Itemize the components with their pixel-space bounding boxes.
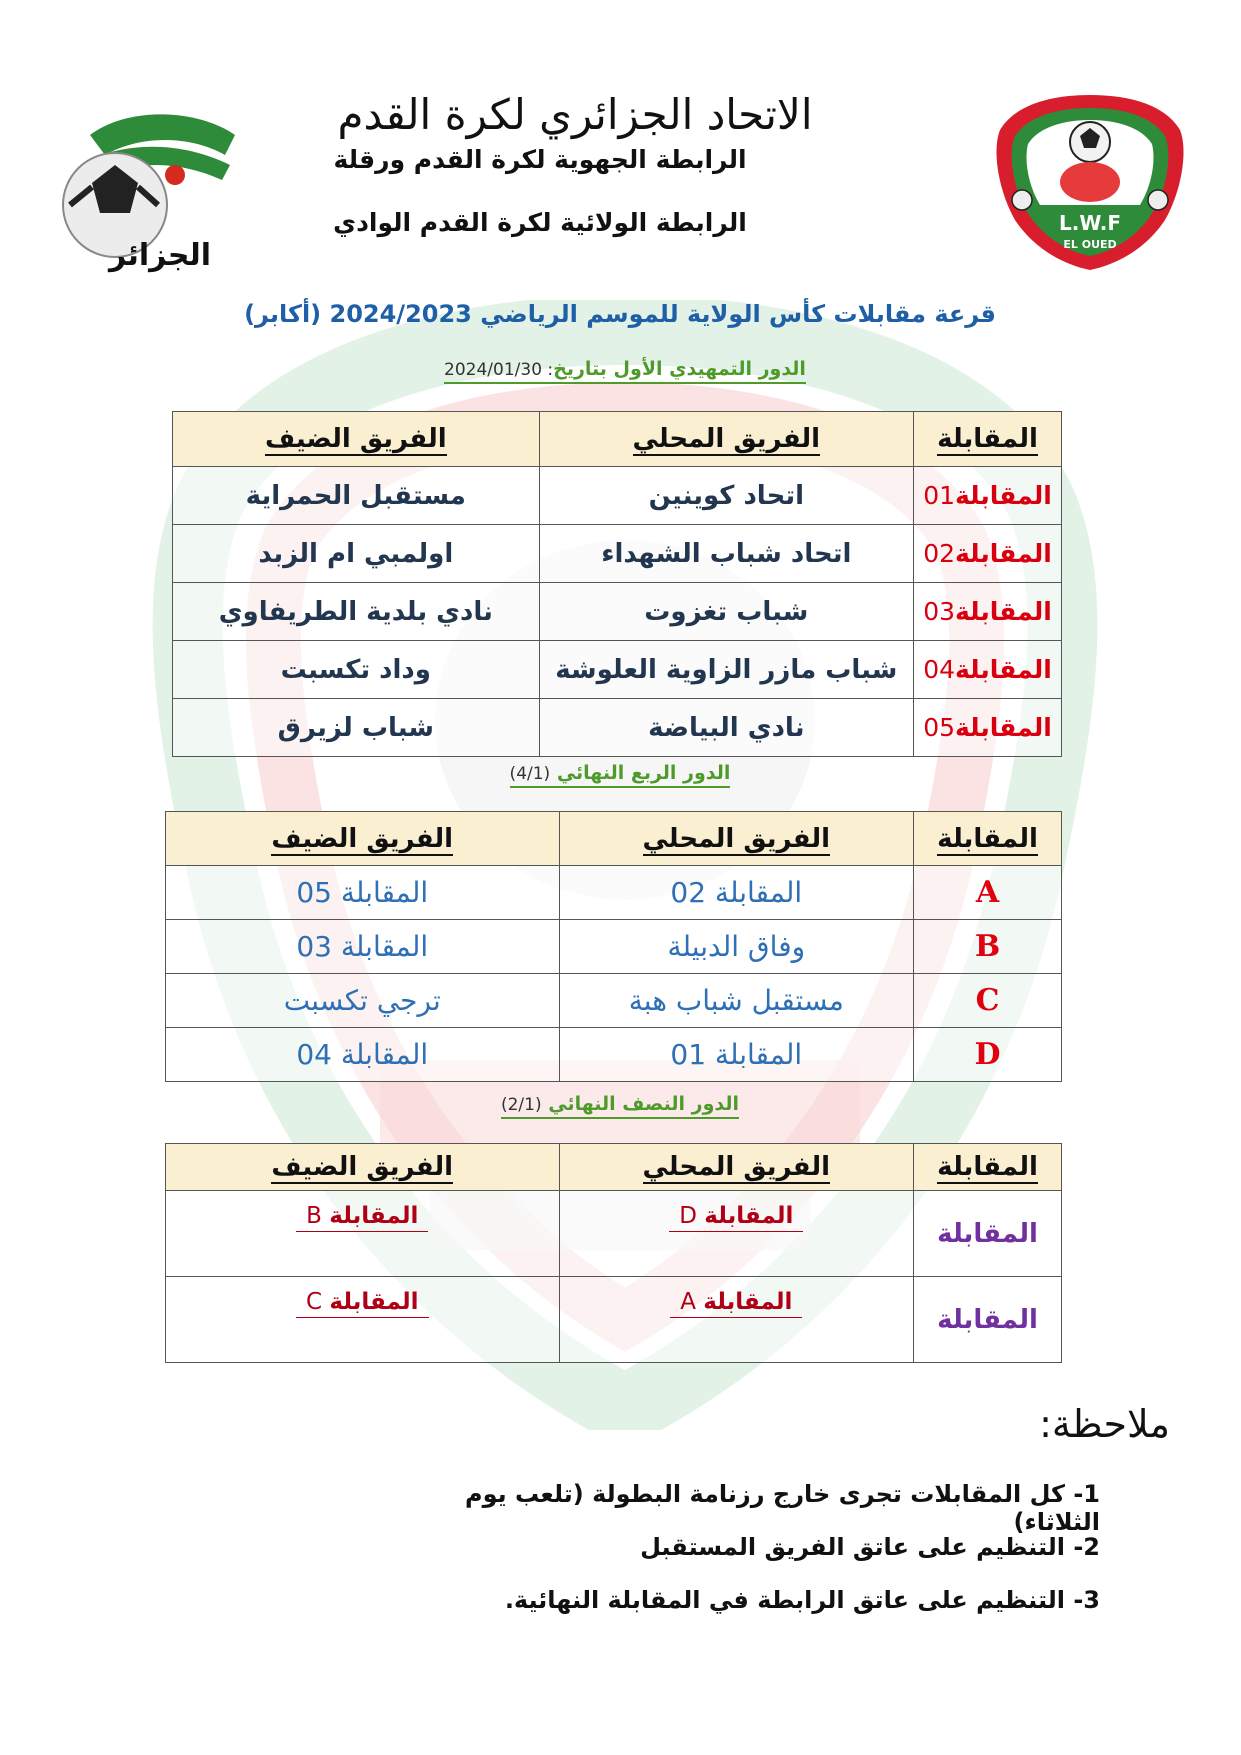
header-match: المقابلة (914, 1144, 1062, 1191)
match-label: المقابلة02 (914, 525, 1062, 583)
away-team: نادي بلدية الطريفاوي (173, 583, 540, 641)
table-row (166, 1191, 1062, 1277)
away-team: المقابلة C (166, 1277, 560, 1363)
match-label: المقابلة (914, 1191, 1062, 1277)
table-row (173, 699, 1062, 757)
faf-logo (50, 95, 240, 275)
match-label: المقابلة04 (914, 641, 1062, 699)
round1-table (172, 411, 1062, 757)
away-team: شباب لزيرق (173, 699, 540, 757)
match-label: المقابلة05 (914, 699, 1062, 757)
table-header-row (173, 412, 1062, 467)
away-team: المقابلة 04 (166, 1028, 560, 1082)
table-row (173, 525, 1062, 583)
table-row (173, 583, 1062, 641)
round1-date: : 2024/01/30 (444, 360, 554, 380)
svg-text:الجزائر: الجزائر (108, 238, 212, 273)
header-home: الفريق المحلي (539, 412, 913, 467)
away-team: اولمبي ام الزبد (173, 525, 540, 583)
table-row (166, 866, 1062, 920)
away-team: المقابلة 03 (166, 920, 560, 974)
table-row (173, 467, 1062, 525)
round2-table (165, 811, 1062, 1082)
table-row (166, 920, 1062, 974)
match-label: المقابلة01 (914, 467, 1062, 525)
round1-title-text: الدور التمهيدي الأول بتاريخ (553, 358, 806, 380)
away-team: المقابلة B (166, 1191, 560, 1277)
document-title: قرعة مقابلات كأس الولاية للموسم الرياضي 2024/2023 (أكابر) (244, 300, 996, 328)
table-header-row (166, 1144, 1062, 1191)
home-team: المقابلة 01 (559, 1028, 914, 1082)
header-home: الفريق المحلي (559, 812, 914, 866)
away-team: ترجي تكسبت (166, 974, 560, 1028)
svg-text:EL OUED: EL OUED (1063, 238, 1117, 251)
round2-fraction: (4/1) (509, 764, 551, 784)
home-team: مستقبل شباب هبة (559, 974, 914, 1028)
round1-title (380, 358, 870, 380)
table-row (166, 974, 1062, 1028)
home-team: شباب مازر الزاوية العلوشة (539, 641, 913, 699)
round3-table (165, 1143, 1062, 1363)
wilaya-league-name: الرابطة الولائية لكرة القدم الوادي (333, 208, 747, 237)
table-row (166, 1277, 1062, 1363)
header-away: الفريق الضيف (173, 412, 540, 467)
home-team: المقابلة A (559, 1277, 914, 1363)
match-label: المقابلة (914, 1277, 1062, 1363)
header-home: الفريق المحلي (559, 1144, 914, 1191)
round3-title (450, 1093, 790, 1115)
note-item: 3- التنظيم على عاتق الرابطة في المقابلة النهائية. (504, 1586, 1100, 1614)
round2-title (470, 762, 770, 784)
header-away: الفريق الضيف (166, 812, 560, 866)
home-team: اتحاد شباب الشهداء (539, 525, 913, 583)
away-team: مستقبل الحمراية (173, 467, 540, 525)
note-item: 2- التنظيم على عاتق الفريق المستقبل (640, 1533, 1100, 1561)
note-item: 1- كل المقابلات تجرى خارج رزنامة البطولة (تلعب يوم الثلاثاء) (465, 1480, 1100, 1536)
round3-fraction: (2/1) (500, 1095, 542, 1115)
away-team: وداد تكسبت (173, 641, 540, 699)
round3-title-text: الدور النصف النهائي (548, 1093, 740, 1115)
home-team: وفاق الدبيلة (559, 920, 914, 974)
round2-title-text: الدور الربع النهائي (556, 762, 731, 784)
match-letter: B (914, 920, 1062, 974)
match-letter: C (914, 974, 1062, 1028)
regional-league-name: الرابطة الجهوية لكرة القدم ورقلة (333, 145, 747, 174)
match-letter: A (914, 866, 1062, 920)
header-match: المقابلة (914, 412, 1062, 467)
home-team: المقابلة 02 (559, 866, 914, 920)
table-row (173, 641, 1062, 699)
match-label: المقابلة03 (914, 583, 1062, 641)
away-team: المقابلة 05 (166, 866, 560, 920)
home-team: نادي البياضة (539, 699, 913, 757)
svg-text:L.W.F: L.W.F (1058, 211, 1122, 235)
home-team: شباب تغزوت (539, 583, 913, 641)
notes-title: ملاحظة: (1039, 1402, 1170, 1446)
home-team: اتحاد كوينين (539, 467, 913, 525)
match-letter: D (914, 1028, 1062, 1082)
header-away: الفريق الضيف (166, 1144, 560, 1191)
header-match: المقابلة (914, 812, 1062, 866)
home-team: المقابلة D (559, 1191, 914, 1277)
table-row (166, 1028, 1062, 1082)
lwf-logo (990, 90, 1190, 270)
table-header-row (166, 812, 1062, 866)
federation-name: الاتحاد الجزائري لكرة القدم (337, 90, 813, 139)
